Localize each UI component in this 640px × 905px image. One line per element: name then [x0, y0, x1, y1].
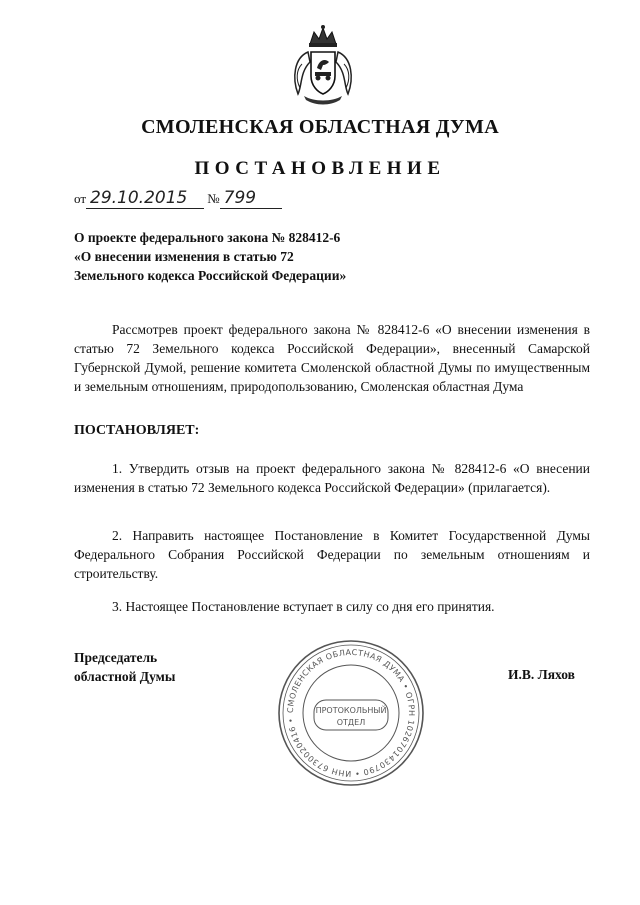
document-subject: [74, 228, 494, 285]
stamp-ring-text: СМОЛЕНСКАЯ ОБЛАСТНАЯ ДУМА • ОГРН 1026701430790 • ИНН 6730020416 •: [285, 647, 417, 779]
official-stamp-seal: [276, 638, 426, 788]
signer-title-line: областной Думы: [74, 669, 176, 684]
handwritten-date: 29.10.2015: [86, 188, 204, 209]
date-prefix: от: [74, 191, 87, 206]
resolution-item-1: 1. Утвердить отзыв на проект федерального закона № 828412-6 «О внесении изменения в статью 72 Земельного кодекса Российской Федерации» (прилагается).: [74, 461, 590, 495]
intro-paragraph: Рассмотрев проект федерального закона № 828412-6 «О внесении изменения в статью 72 Земельного кодекса Российской Федерации», внесенный Самарской Губернской Думой, решение комитета Смоленской областной Думы по имущественным и земельным отношениям, природопользованию, Смоленская областная Дума: [74, 322, 590, 394]
resolution-item-2: 2. Направить настоящее Постановление в Комитет Государственной Думы Федерального Собрания Российской Федерации по земельным отношениям и строительству.: [74, 528, 590, 581]
date-number-line: [74, 188, 282, 209]
subject-line: «О внесении изменения в статью 72: [74, 249, 294, 264]
subject-line: Земельного кодекса Российской Федерации»: [74, 268, 347, 283]
number-prefix: №: [207, 191, 220, 206]
resolution-item-3: 3. Настоящее Постановление вступает в силу со дня его принятия.: [112, 599, 495, 614]
coat-of-arms-emblem: [288, 24, 358, 106]
organization-name: СМОЛЕНСКАЯ ОБЛАСТНАЯ ДУМА: [141, 116, 499, 138]
resolves-heading: ПОСТАНОВЛЯЕТ:: [74, 423, 200, 438]
subject-line: О проекте федерального закона № 828412-6: [74, 230, 341, 245]
signer-name: И.В. Ляхов: [508, 667, 575, 682]
stamp-center-line: ПРОТОКОЛЬНЫЙ: [315, 706, 387, 715]
signer-title-line: Председатель: [74, 650, 158, 665]
document-type-title: ПОСТАНОВЛЕНИЕ: [194, 158, 446, 179]
signer-title: [74, 648, 175, 686]
handwritten-number: 799: [220, 188, 282, 209]
stamp-center-line: ОТДЕЛ: [336, 718, 366, 727]
